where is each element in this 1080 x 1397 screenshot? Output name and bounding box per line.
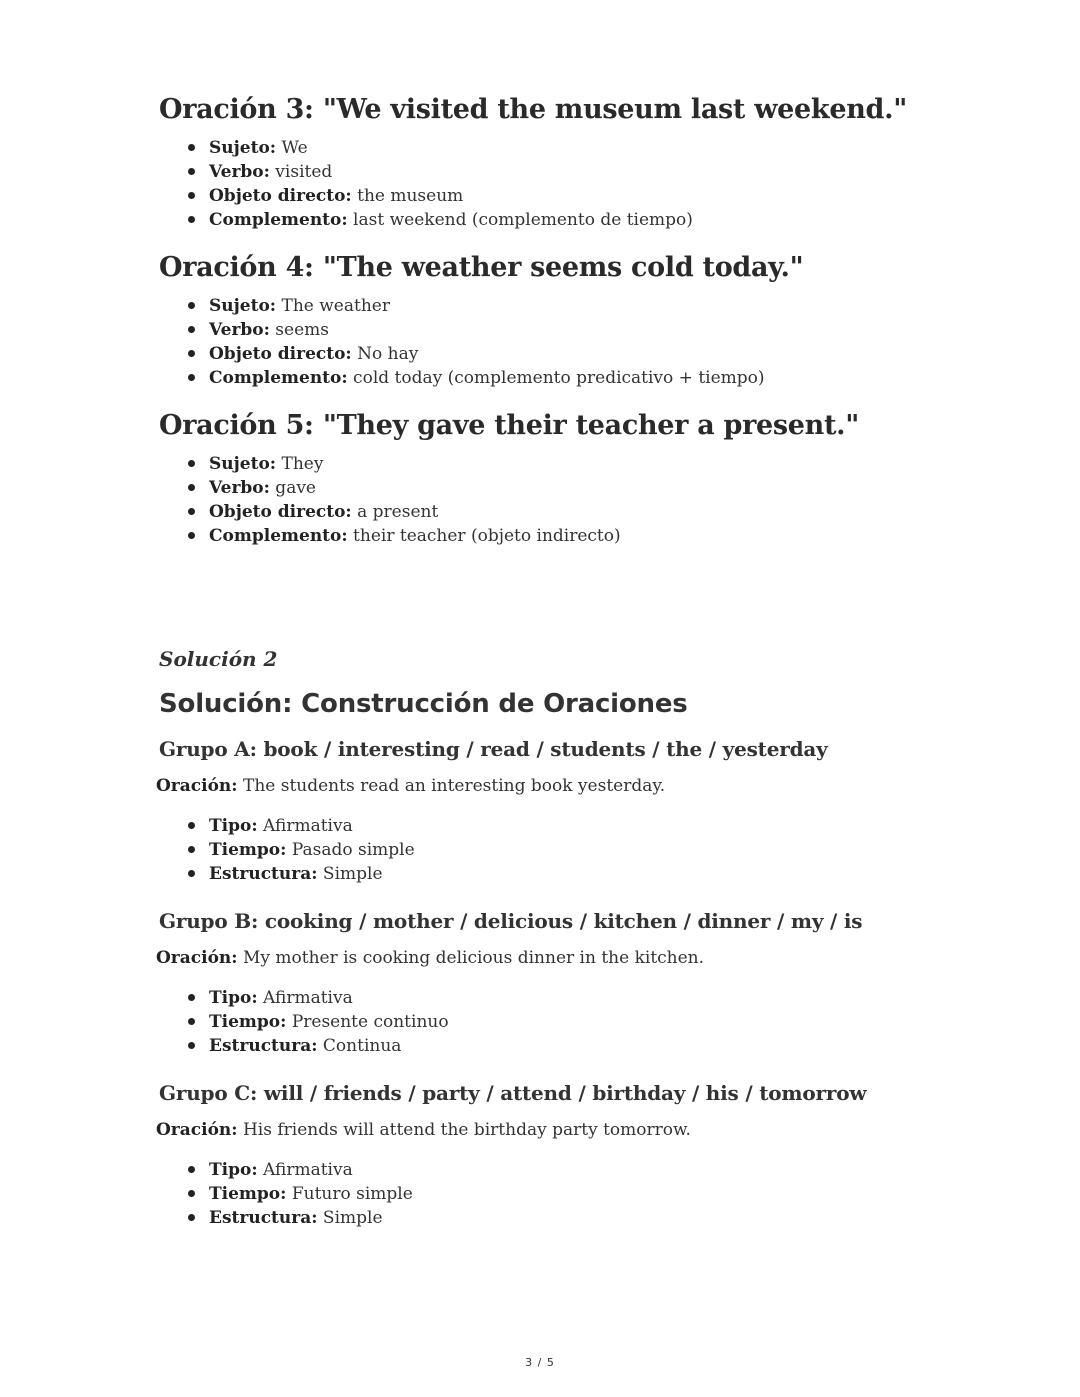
item-label: Sujeto: — [209, 454, 277, 474]
list-item — [209, 524, 1019, 548]
sentence-text: The students read an interesting book yesterday. — [237, 776, 666, 796]
group-sentence — [156, 774, 1019, 798]
analysis-list — [159, 294, 1019, 390]
sentence-section-5 — [159, 406, 1019, 548]
list-item — [209, 986, 1019, 1010]
item-value: Afirmativa — [257, 1160, 353, 1180]
list-item — [209, 1010, 1019, 1034]
list-item — [209, 136, 1019, 160]
list-item — [209, 342, 1019, 366]
item-label: Complemento: — [209, 210, 348, 230]
item-value: Afirmativa — [257, 988, 353, 1008]
sentence-title: Oración 5: "They gave their teacher a present." — [159, 410, 860, 441]
sentence-title: Oración 4: "The weather seems cold today." — [159, 252, 804, 283]
item-label: Objeto directo: — [209, 502, 352, 522]
item-label: Tiempo: — [209, 1012, 287, 1032]
list-item — [209, 160, 1019, 184]
sentence-title: Oración 3: "We visited the museum last weekend." — [159, 94, 907, 125]
item-label: Verbo: — [209, 320, 270, 340]
item-value: gave — [269, 478, 316, 498]
list-item — [209, 318, 1019, 342]
item-label: Tiempo: — [209, 1184, 287, 1204]
item-value: Simple — [317, 864, 383, 884]
list-item — [209, 476, 1019, 500]
sentence-label: Oración: — [156, 1120, 238, 1140]
item-label: Estructura: — [209, 1036, 318, 1056]
item-label: Sujeto: — [209, 138, 277, 158]
group-section-a — [156, 734, 1019, 886]
list-item — [209, 500, 1019, 524]
group-sentence — [156, 1118, 1019, 1142]
item-value: No hay — [351, 344, 419, 364]
list-item — [209, 1158, 1019, 1182]
group-title: Grupo C: will / friends / party / attend / birthday / his / tomorrow — [159, 1081, 867, 1105]
item-value: We — [276, 138, 308, 158]
list-item — [209, 208, 1019, 232]
item-value: Presente continuo — [286, 1012, 449, 1032]
page-content — [156, 90, 1019, 1250]
list-item — [209, 1034, 1019, 1058]
item-value: seems — [269, 320, 329, 340]
group-title: Grupo A: book / interesting / read / students / the / yesterday — [159, 737, 828, 761]
group-title: Grupo B: cooking / mother / delicious / kitchen / dinner / my / is — [159, 909, 863, 933]
list-item — [209, 814, 1019, 838]
item-value: last weekend (complemento de tiempo) — [347, 210, 693, 230]
item-label: Complemento: — [209, 526, 348, 546]
item-label: Complemento: — [209, 368, 348, 388]
solution-title: Solución: Construcción de Oraciones — [159, 689, 688, 719]
item-value: Pasado simple — [286, 840, 415, 860]
sentence-text: My mother is cooking delicious dinner in the kitchen. — [237, 948, 705, 968]
item-label: Estructura: — [209, 1208, 318, 1228]
group-details-list — [159, 1158, 1019, 1230]
item-value: The weather — [276, 296, 390, 316]
item-value: They — [276, 454, 324, 474]
list-item — [209, 294, 1019, 318]
sentence-label: Oración: — [156, 776, 238, 796]
item-label: Estructura: — [209, 864, 318, 884]
sentence-text: His friends will attend the birthday party tomorrow. — [237, 1120, 691, 1140]
list-item — [209, 366, 1019, 390]
item-value: Futuro simple — [286, 1184, 413, 1204]
sentence-section-3 — [159, 90, 1019, 232]
group-details-list — [159, 986, 1019, 1058]
item-label: Tiempo: — [209, 840, 287, 860]
item-value: the museum — [351, 186, 464, 206]
analysis-list — [159, 452, 1019, 548]
list-item — [209, 1206, 1019, 1230]
item-value: their teacher (objeto indirecto) — [347, 526, 621, 546]
sentence-section-4 — [159, 248, 1019, 390]
list-item — [209, 862, 1019, 886]
list-item — [209, 838, 1019, 862]
item-value: a present — [351, 502, 439, 522]
item-label: Objeto directo: — [209, 344, 352, 364]
item-label: Objeto directo: — [209, 186, 352, 206]
item-label: Sujeto: — [209, 296, 277, 316]
list-item — [209, 184, 1019, 208]
item-label: Tipo: — [209, 1160, 258, 1180]
group-details-list — [159, 814, 1019, 886]
item-value: Simple — [317, 1208, 383, 1228]
item-label: Verbo: — [209, 162, 270, 182]
group-section-c — [156, 1078, 1019, 1230]
item-value: Continua — [317, 1036, 402, 1056]
analysis-list — [159, 136, 1019, 232]
group-section-b — [156, 906, 1019, 1058]
item-label: Tipo: — [209, 816, 258, 836]
item-value: Afirmativa — [257, 816, 353, 836]
group-sentence — [156, 946, 1019, 970]
list-item — [209, 452, 1019, 476]
item-value: visited — [269, 162, 333, 182]
item-label: Verbo: — [209, 478, 270, 498]
page-number: 3 / 5 — [525, 1356, 555, 1369]
sentence-label: Oración: — [156, 948, 238, 968]
item-value: cold today (complemento predicativo + tiempo) — [347, 368, 765, 388]
list-item — [209, 1182, 1019, 1206]
solution-label: Solución 2 — [159, 647, 278, 671]
item-label: Tipo: — [209, 988, 258, 1008]
